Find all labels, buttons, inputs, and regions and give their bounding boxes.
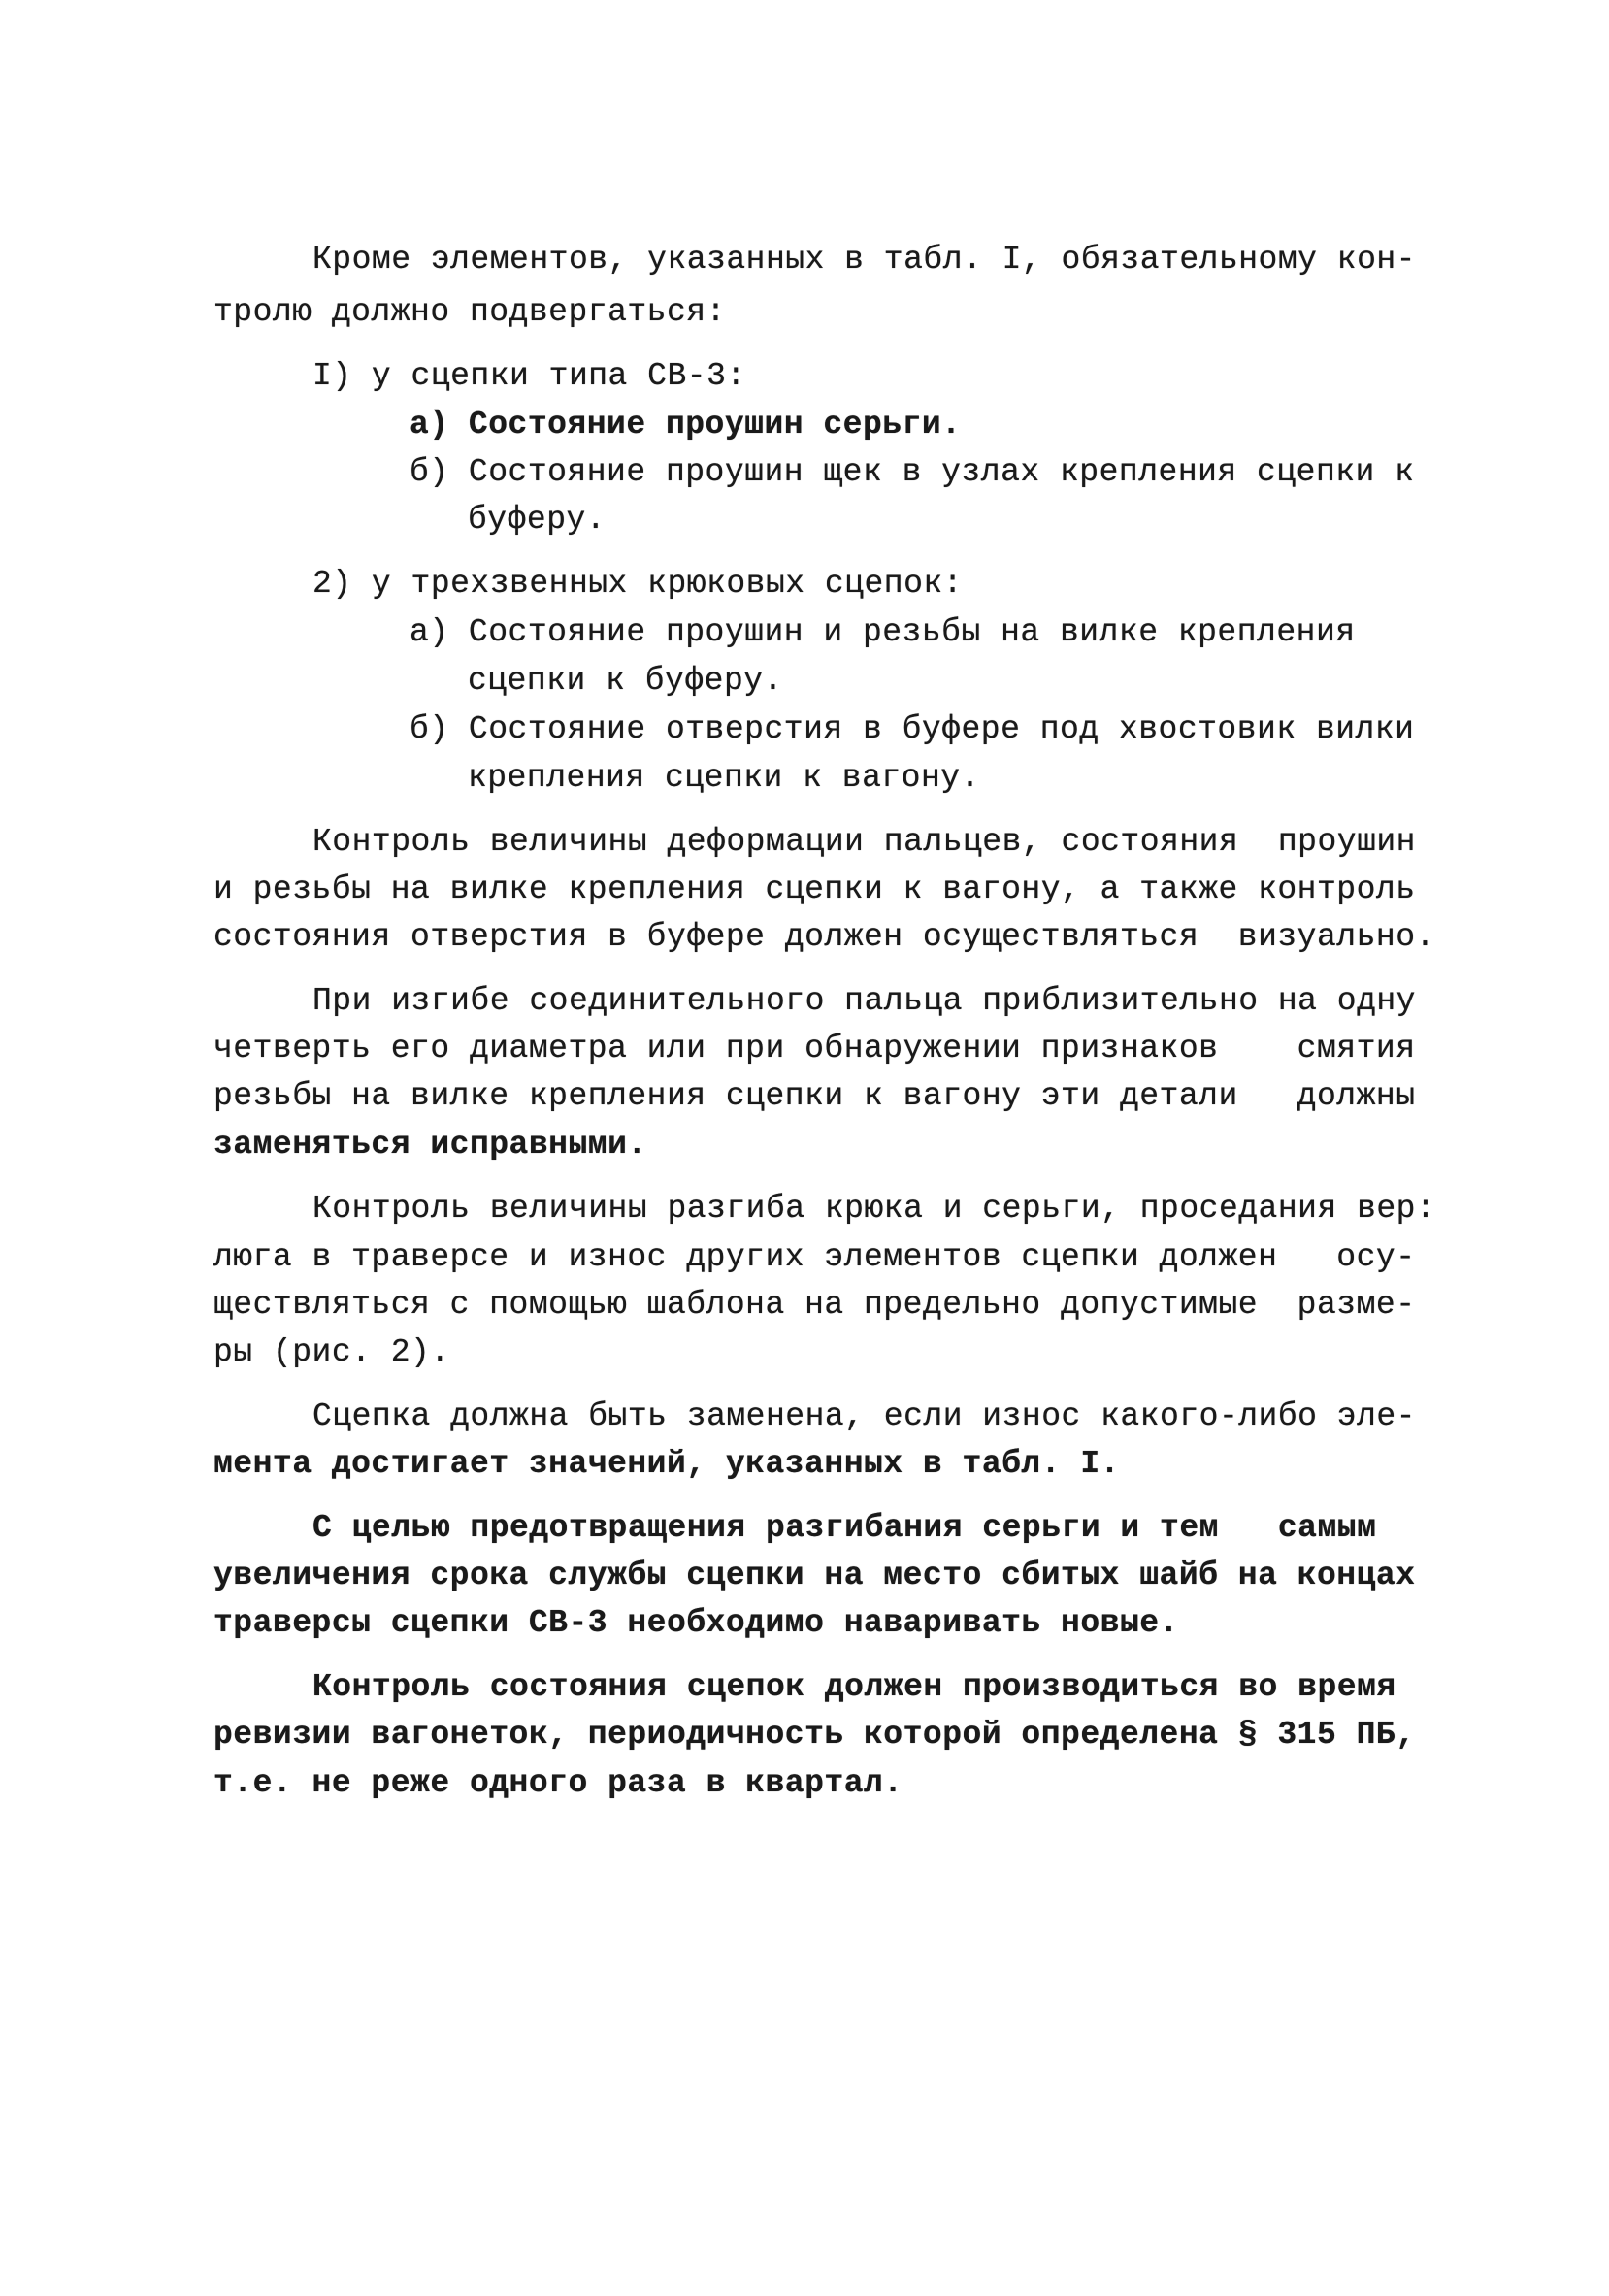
paragraph-6-line-1: С целью предотвращения разгибания серьги и тем самым [312,1510,1377,1546]
paragraph-1-line-1: Кроме элементов, указанных в табл. I, обязательному кон- [312,242,1416,278]
list-2-item-a-line-2: сцепки к буферу. [468,663,783,699]
list-1-item-a: а) Состояние проушин серьги. [410,407,962,443]
paragraph-5-line-1: Сцепка должна быть заменена, если износ какого-либо эле- [312,1398,1416,1434]
paragraph-4-line-3: ществляться с помощью шаблона на предельно допустимые разме- [213,1287,1416,1323]
paragraph-6-line-2: увеличения срока службы сцепки на место сбитых шайб на концах [213,1558,1416,1593]
list-1-item-b-line-1: б) Состояние проушин щек в узлах крепления сцепки к [410,454,1415,490]
paragraph-3-line-4: заменяться исправными. [213,1127,647,1163]
paragraph-2-line-3: состояния отверстия в буфере должен осуществляться визуально. [213,919,1435,955]
paragraph-3-line-3: резьбы на вилке крепления сцепки к вагону эти детали должны [213,1078,1416,1114]
list-2-heading: 2) у трехзвенных крюковых сцепок: [312,566,964,602]
list-2-item-a-line-1: а) Состояние проушин и резьбы на вилке крепления [410,614,1356,650]
list-1-item-b-line-2: буферу. [468,502,607,538]
paragraph-3-line-1: При изгибе соединительного пальца приблизительно на одну [312,983,1416,1019]
list-1-heading: I) у сцепки типа СВ-3: [312,358,746,394]
paragraph-7-line-3: т.е. не реже одного раза в квартал. [213,1765,903,1801]
paragraph-4-line-1: Контроль величины разгиба крюка и серьги, проседания вер: [312,1191,1436,1227]
list-2-item-b-line-2: крепления сцепки к вагону. [468,760,980,796]
paragraph-1-line-2: тролю должно подвергаться: [213,294,726,330]
paragraph-7-line-1: Контроль состояния сцепок должен производиться во время [312,1669,1396,1705]
list-2-item-b-line-1: б) Состояние отверстия в буфере под хвостовик вилки [410,711,1415,747]
paragraph-2-line-2: и резьбы на вилке крепления сцепки к вагону, а также контроль [213,871,1416,907]
paragraph-3-line-2: четверть его диаметра или при обнаружении признаков смятия [213,1031,1416,1066]
paragraph-4-line-2: люга в траверсе и износ других элементов сцепки должен осу- [213,1239,1416,1275]
paragraph-5-line-2: мента достигает значений, указанных в табл. I. [213,1446,1120,1482]
paragraph-4-line-4: ры (рис. 2). [213,1334,450,1370]
paragraph-6-line-3: траверсы сцепки СВ-3 необходимо наваривать новые. [213,1605,1179,1641]
paragraph-2-line-1: Контроль величины деформации пальцев, состояния проушин [312,824,1416,860]
paragraph-7-line-2: ревизии вагонеток, периодичность которой определена § 315 ПБ, [213,1717,1416,1753]
